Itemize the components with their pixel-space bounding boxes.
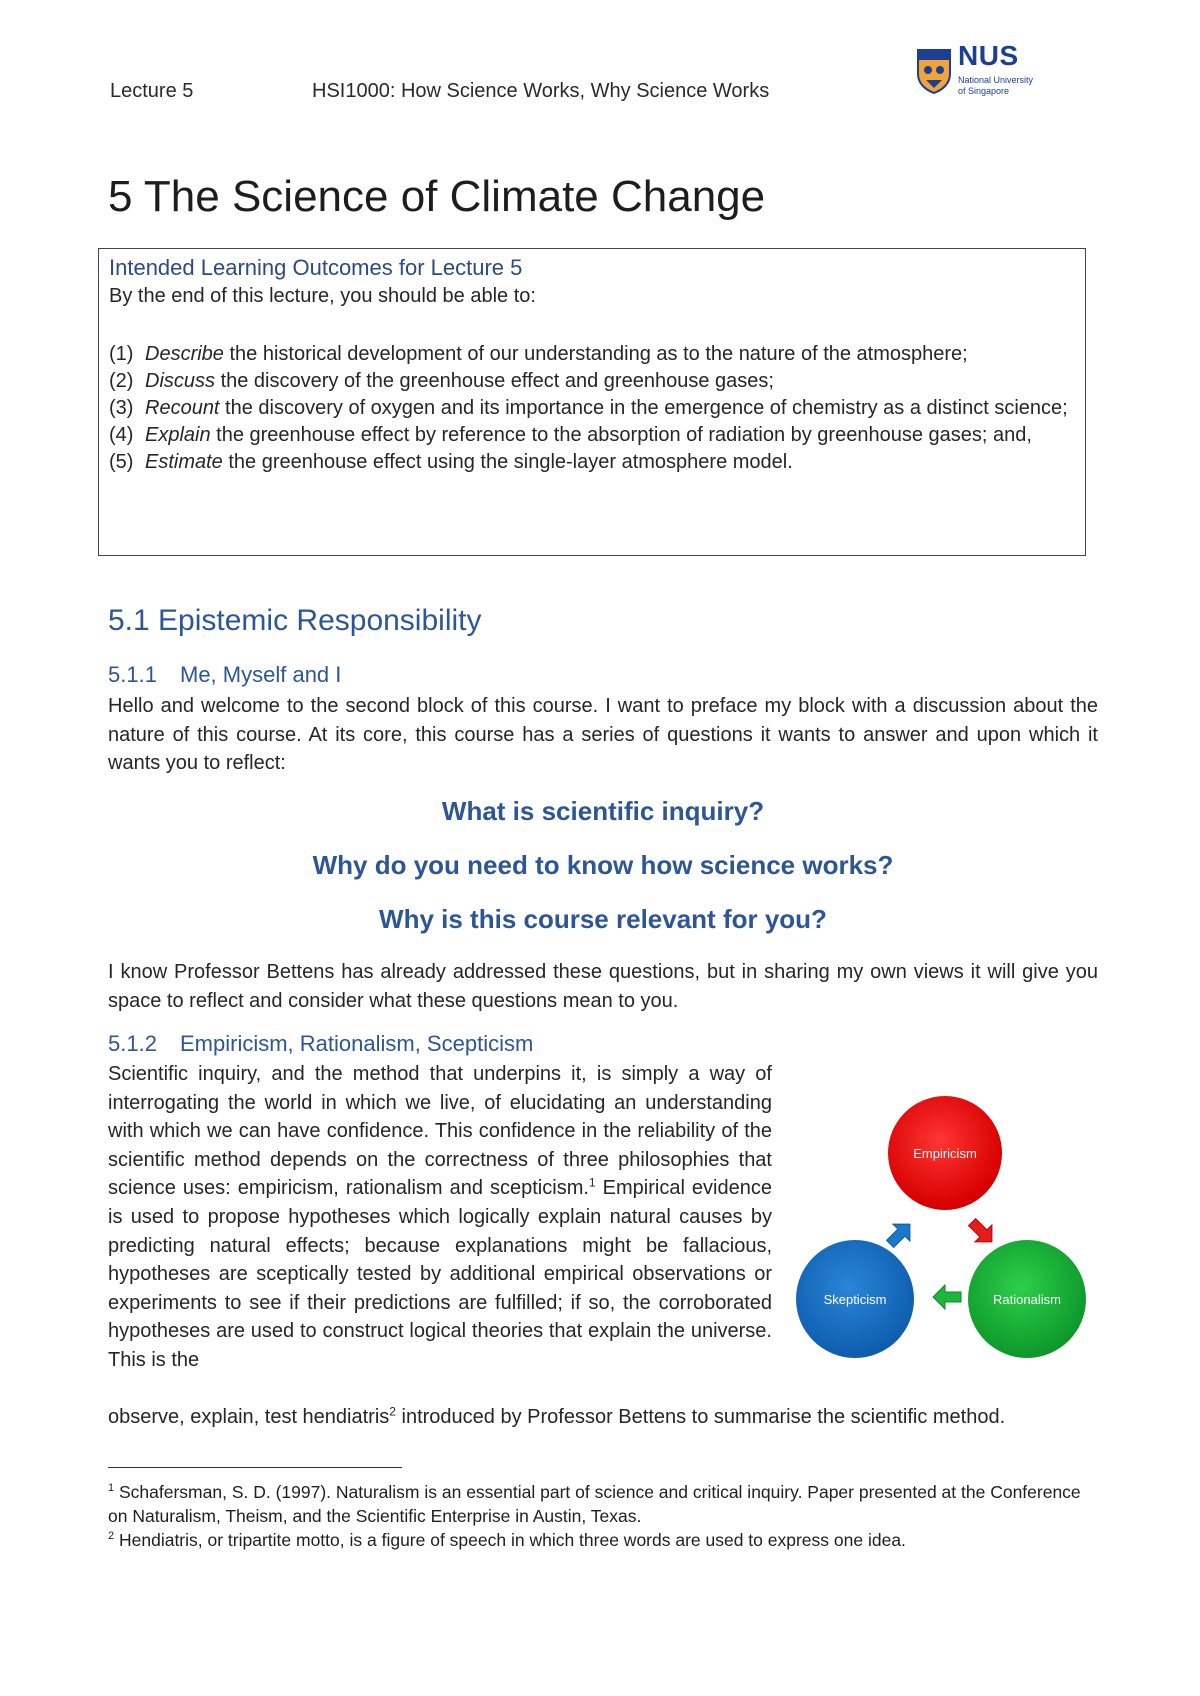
learning-outcomes-box xyxy=(98,248,1086,556)
footnote-number: 2 xyxy=(108,1530,115,1543)
rationalism-circle: Rationalism xyxy=(968,1240,1086,1358)
key-question: What is scientific inquiry? xyxy=(441,796,765,826)
page-title: 5 The Science of Climate Change xyxy=(108,172,766,221)
footnote-text: Hendiatris, or tripartite motto, is a figure of speech in which three words are used to express one idea. xyxy=(114,1530,906,1550)
outcome-verb: Describe xyxy=(145,343,224,365)
body-paragraph xyxy=(108,1060,772,1375)
learning-outcomes-list xyxy=(109,341,1079,476)
subsection-heading xyxy=(108,1031,533,1057)
outcome-number: (1) xyxy=(109,343,134,365)
learning-outcomes-title: Intended Learning Outcomes for Lecture 5 xyxy=(109,255,523,280)
nus-shield-icon xyxy=(916,48,952,94)
outcome-number: (4) xyxy=(109,424,134,446)
body-paragraph: Hello and welcome to the second block of this course. I want to preface my block with a discussion about the nature of this course. At its core, this course has a series of questions it wants to answer and upon which it wants you to reflect: xyxy=(108,695,1098,774)
outcome-text: the greenhouse effect by reference to the absorption of radiation by greenhouse gases; and, xyxy=(210,424,1032,446)
logo-wordmark: NUS xyxy=(958,40,1019,71)
outcome-item xyxy=(109,449,1079,476)
paragraph-text: Scientific inquiry, and the method that underpins it, is simply a way of interrogating the world in which we live, of elucidating an understanding with which we can have confidence. This confidence in the reliability of the scientific method depends on the correctness of three philosophies that science uses: empiricism, rationalism and scepticism. xyxy=(108,1063,772,1200)
body-paragraph: I know Professor Bettens has already addressed these questions, but in sharing my own views it will give you space to reflect and consider what these questions mean to you. xyxy=(108,961,1098,1012)
section-heading: 5.1 Epistemic Responsibility xyxy=(108,604,482,637)
subsection-heading xyxy=(108,662,341,688)
outcome-text: the discovery of the greenhouse effect and greenhouse gases; xyxy=(215,370,774,392)
outcome-verb: Discuss xyxy=(145,370,216,392)
footnote xyxy=(108,1480,1098,1528)
empiricism-circle: Empiricism xyxy=(888,1096,1002,1210)
learning-outcomes-intro: By the end of this lecture, you should be able to: xyxy=(109,285,536,307)
paragraph-text: introduced by Professor Bettens to summarise the scientific method. xyxy=(395,1406,1006,1428)
outcome-number: (2) xyxy=(109,370,134,392)
paragraph-text: observe, explain, test hendiatris xyxy=(108,1406,390,1428)
skepticism-circle: Skepticism xyxy=(796,1240,914,1358)
outcome-verb: Estimate xyxy=(145,451,223,473)
outcome-text: the discovery of oxygen and its importance in the emergence of chemistry as a distinct science; xyxy=(219,397,1068,419)
outcome-item xyxy=(109,341,1079,368)
body-paragraph xyxy=(108,1403,1098,1432)
header-course: HSI1000: How Science Works, Why Science Works xyxy=(312,80,770,102)
arrow-up-right-icon xyxy=(882,1216,918,1252)
outcome-text: the greenhouse effect using the single-layer atmosphere model. xyxy=(222,451,793,473)
outcome-text: the historical development of our understanding as to the nature of the atmosphere; xyxy=(223,343,968,365)
scientific-method-cycle-diagram xyxy=(796,1092,1096,1382)
subsection-number: 5.1.1 xyxy=(108,662,157,687)
footnote-number: 1 xyxy=(108,1482,115,1495)
arrow-right-down-icon xyxy=(964,1214,1000,1250)
footnote-ref[interactable]: 2 xyxy=(389,1404,396,1419)
logo-subtext: National University of Singapore xyxy=(958,75,1034,96)
subsection-number: 5.1.2 xyxy=(108,1031,157,1056)
footnote-text: Schafersman, S. D. (1997). Naturalism is an essential part of science and critical inquiry. Paper presented at the Conference on Naturalism, Theism, and the Scientific Enterprise in Austin, Texas. xyxy=(108,1482,1081,1526)
paragraph-text: Empirical evidence is used to propose hypotheses which logically explain natural causes by predicting natural effects; because explanations might be fallacious, hypotheses are sceptically tested by additional empirical observations or experiments to see if their predictions are fulfilled; if so, the corroborated hypotheses are used to construct logical theories that explain the universe. This is the xyxy=(108,1177,772,1371)
outcome-item xyxy=(109,368,1079,395)
outcome-item xyxy=(109,422,1079,449)
outcome-number: (3) xyxy=(109,397,134,419)
key-question: Why is this course relevant for you? xyxy=(379,904,827,934)
subsection-title: Me, Myself and I xyxy=(180,662,342,687)
footnote xyxy=(108,1528,1098,1552)
footnote-divider xyxy=(108,1467,402,1468)
header-lecture: Lecture 5 xyxy=(110,80,194,102)
outcome-verb: Recount xyxy=(145,397,220,419)
arrow-left-icon xyxy=(930,1280,964,1314)
footnote-ref[interactable]: 1 xyxy=(588,1175,596,1190)
nus-logo xyxy=(916,40,1034,104)
outcome-item xyxy=(109,395,1079,422)
outcome-verb: Explain xyxy=(145,424,211,446)
subsection-title: Empiricism, Rationalism, Scepticism xyxy=(180,1031,534,1056)
outcome-number: (5) xyxy=(109,451,134,473)
key-question: Why do you need to know how science works? xyxy=(312,850,894,880)
